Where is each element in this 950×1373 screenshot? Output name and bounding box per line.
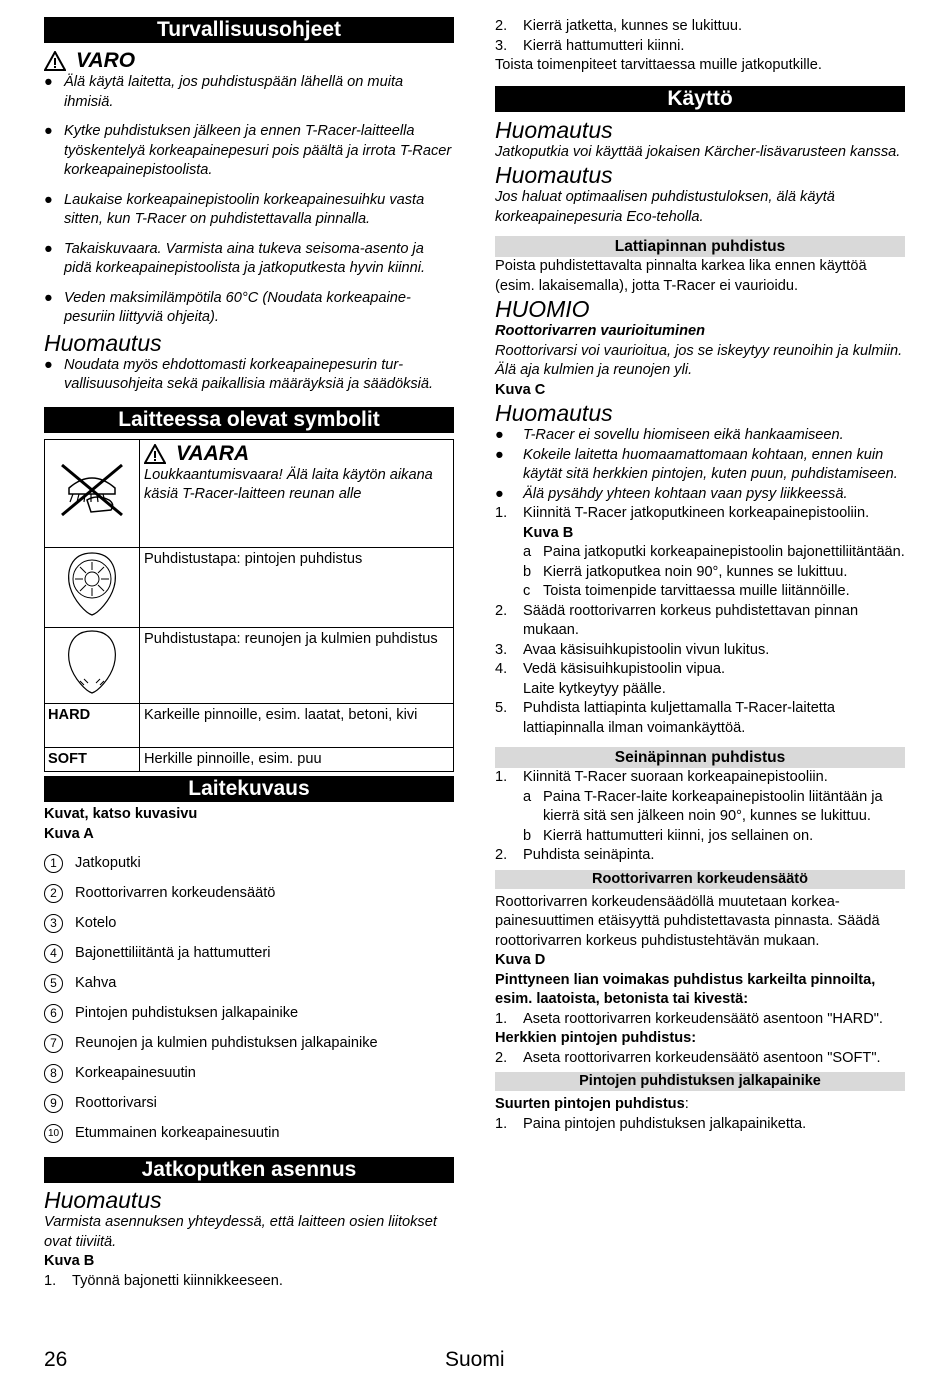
safety-bullet: ● Takaiskuvaara. Varmista aina tukeva seisoma-asento ja pidä korkeapainepistoolista ja jatkoputkesta hyvin kiinni. [44,240,426,276]
floor-step: 3. Avaa käsisuihkupistoolin vivun lukitus. [495,641,770,658]
assembly-note-heading: Huomautus [44,1187,162,1213]
floor-substep: c Toista toimenpide tarvittaessa muille liitännöille. [523,583,850,599]
symbol-row [45,547,454,627]
pedal-step: 1. Paina pintojen puhdistuksen jalkapainiketta. [495,1115,807,1132]
assembly-step: 3. Kierrä hattumutteri kiinni. [495,37,685,54]
list-item: 9 Roottorivarsi [44,1088,454,1118]
safety-heading: Turvallisuusohjeet [44,17,454,43]
symbol-row [45,703,454,747]
varo-label: VARO [76,49,136,72]
safety-bullet: ● Kytke puhdistuksen jälkeen ja ennen T-Racer-laitteella työskentelyä korkeapainepesuri pois päältä ja irrota T-Racer korkeapainepistoolista. [44,123,452,178]
floor-step: 1. Kiinnitä T-Racer jatkoputkineen korkeapainepistooliin. [495,505,870,521]
pedal-intro: Suurten pintojen puhdistus: [495,1096,689,1112]
safety-note-bullet: ● Noudata myös ehdottomasti korkeapainepesurin turvallisuusohjeita sekä paikallisia määräyksiä ja säädöksiä. [44,356,434,392]
usage-note1-heading: Huomautus [495,116,613,143]
symbol-row [45,747,454,772]
usage-heading: Käyttö [495,86,905,112]
soft-label: SOFT [45,747,140,772]
footer-language: Suomi [445,1348,505,1371]
wall-heading: Seinäpinnan puhdistus [495,747,905,768]
edge-cleaning-icon [45,627,140,703]
floor-substep: b Kierrä jatkoputkea noin 90°, kunnes se lukittuu. [523,563,848,580]
floor-note-bullet: ● Älä pysähdy yhteen kohtaan vaan pysy liikkeessä. [495,485,848,502]
floor-kuva-c: Kuva C [495,381,546,398]
assembly-heading: Jatkoputken asennus [44,1157,454,1183]
hard-text: Karkeille pinnoille, esim. laatat, betoni, kivi [140,703,454,747]
floor-kuva-b: Kuva B [523,524,574,541]
vaara-text: Loukkaantumisvaara! Älä laita käytön aikana käsiä T-Racer-laitteen reunan alle [144,466,433,502]
warning-triangle-icon [44,51,66,71]
huomio-text2: Älä aja kulmien ja reunojen yli. [495,362,693,378]
pedal-heading: Pintojen puhdistuksen jalkapainike [495,1072,905,1091]
list-item: 7 Reunojen ja kulmien puhdistuksen jalkapainike [44,1028,454,1058]
usage-note1-text: Jatkoputkia voi käyttää jokaisen Kärcher-lisävarusteen kanssa. [495,143,901,160]
safety-bullet: ● Laukaise korkeapainepistoolin korkeapainesuihku vasta sitten, kun T-Racer on puhdistettavalla pinnalla. [44,191,425,227]
floor-heading: Lattiapinnan puhdistus [495,236,905,257]
list-item: 6 Pintojen puhdistuksen jalkapainike [44,998,454,1028]
device-line2: Kuva A [44,825,94,842]
height-bold2: Herkkien pintojen puhdistus: [495,1030,697,1046]
no-hands-icon [45,439,140,547]
list-item: 3 Kotelo [44,908,454,938]
floor-note-bullet: ● T-Racer ei sovellu hiomiseen eikä hankaamiseen. [495,427,844,443]
huomio-bold: Roottorivarren vaurioituminen [495,323,706,339]
symbols-table [44,439,454,773]
assembly-note-text: Varmista asennuksen yhteydessä, että laitteen osien liitokset ovat tiiviitä. [44,1214,437,1250]
surface-cleaning-icon [45,547,140,627]
safety-bullet: ● Veden maksimilämpötila 60°C (Noudata korkeapainepesuriin liittyviä ohjeita). [44,289,411,325]
right-column [495,17,905,1134]
floor-note-heading: Huomautus [495,400,613,426]
floor-intro: Poista puhdistettavalta pinnalta karkea lika ennen käyttöä (esim. lakaisemalla), jotta T-Racer ei vaurioidu. [495,258,867,294]
left-column [44,17,454,1291]
page-number: 26 [44,1348,68,1371]
varo-warning [44,49,454,73]
list-item: 2 Roottorivarren korkeudensäätö [44,878,454,908]
assembly-kuva: Kuva B [44,1253,95,1269]
height-kuva-d: Kuva D [495,952,546,968]
device-line1: Kuvat, katso kuvasivu [44,806,198,822]
symbol-row [45,627,454,703]
safety-bullet: ● Älä käytä laitetta, jos puhdistuspään lähellä on muita ihmisiä. [44,74,404,110]
height-step: 2. Aseta roottorivarren korkeudensäätö asentoon "SOFT". [495,1049,881,1066]
floor-step: 2. Säädä roottorivarren korkeus puhdistettavan pinnan mukaan. [495,602,859,638]
vaara-warning [144,442,449,466]
floor-step: 5. Puhdista lattiapinta kuljettamalla T-Racer-laitetta lattiapinnalla ilman voimankäyttöä. [495,700,836,736]
assembly-step: 2. Kierrä jatketta, kunnes se lukittuu. [495,18,743,34]
height-heading: Roottorivarren korkeudensäätö [495,870,905,889]
usage-note2-text: Jos haluat optimaalisen puhdistustuloksen, älä käytä korkeapainepesuria Eco-teholla. [495,189,835,225]
symbol-row [45,439,454,547]
list-item: 8 Korkeapainesuutin [44,1058,454,1088]
height-step: 1. Aseta roottorivarren korkeudensäätö asentoon "HARD". [495,1010,883,1027]
edge-cleaning-text: Puhdistustapa: reunojen ja kulmien puhdistus [140,627,454,703]
hard-label: HARD [45,703,140,747]
wall-substep: a Paina T-Racer-laite korkeapainepistoolin liitäntään ja kierrä sitä sen jälkeen noin 90°, kunnes se lukittuu. [523,788,883,824]
floor-step: 4. Vedä käsisuihkupistoolin vipua. [495,661,726,677]
list-item: 10 Etummainen korkeapainesuutin [44,1118,454,1148]
height-text: Roottorivarren korkeudensäädöllä muutetaan korkeapainesuuttimen etäisyyttä puhdistettavasta pinnasta. Säädä roottorivarren korkeus puhdistustehtävän mukaan. [495,893,880,949]
wall-step: 1. Kiinnitä T-Racer suoraan korkeapainepistooliin. [495,769,828,785]
wall-step: 2. Puhdista seinäpinta. [495,847,655,863]
surface-cleaning-text: Puhdistustapa: pintojen puhdistus [140,547,454,627]
floor-substep: a Paina jatkoputki korkeapainepistoolin bajonettiliitäntään. [523,544,905,560]
symbols-heading: Laitteessa olevat symbolit [44,407,454,433]
huomio-text1: Roottorivarsi voi vaurioitua, jos se iskeytyy reunoihin ja kulmiin. [495,342,903,359]
floor-note-bullet: ● Kokeile laitetta huomaamattomaan kohtaan, ennen kuin käytät sitä herkkien pintojen, kuten puun, puhdistamiseen. [495,446,898,482]
list-item: 4 Bajonettiliitäntä ja hattumutteri [44,938,454,968]
safety-note-heading: Huomautus [44,329,162,356]
assembly-step: 1. Työnnä bajonetti kiinnikkeeseen. [44,1272,283,1289]
list-item: 1 Jatkoputki [44,848,454,878]
floor-step4-result: Laite kytkeytyy päälle. [523,680,666,697]
list-item: 5 Kahva [44,968,454,998]
parts-list [44,848,454,1148]
soft-text: Herkille pinnoille, esim. puu [140,747,454,772]
vaara-label: VAARA [176,441,250,465]
assembly-repeat: Toista toimenpiteet tarvittaessa muille jatkoputkille. [495,57,822,73]
height-bold1: Pinttyneen lian voimakas puhdistus karkeilta pinnoilta, esim. laatoista, betonista tai kivestä: [495,971,876,1007]
device-heading: Laitekuvaus [44,776,454,802]
usage-note2-heading: Huomautus [495,162,613,188]
wall-substep: b Kierrä hattumutteri kiinni, jos sellainen on. [523,827,814,844]
huomio-heading: HUOMIO [495,296,590,322]
warning-triangle-icon [144,444,166,464]
